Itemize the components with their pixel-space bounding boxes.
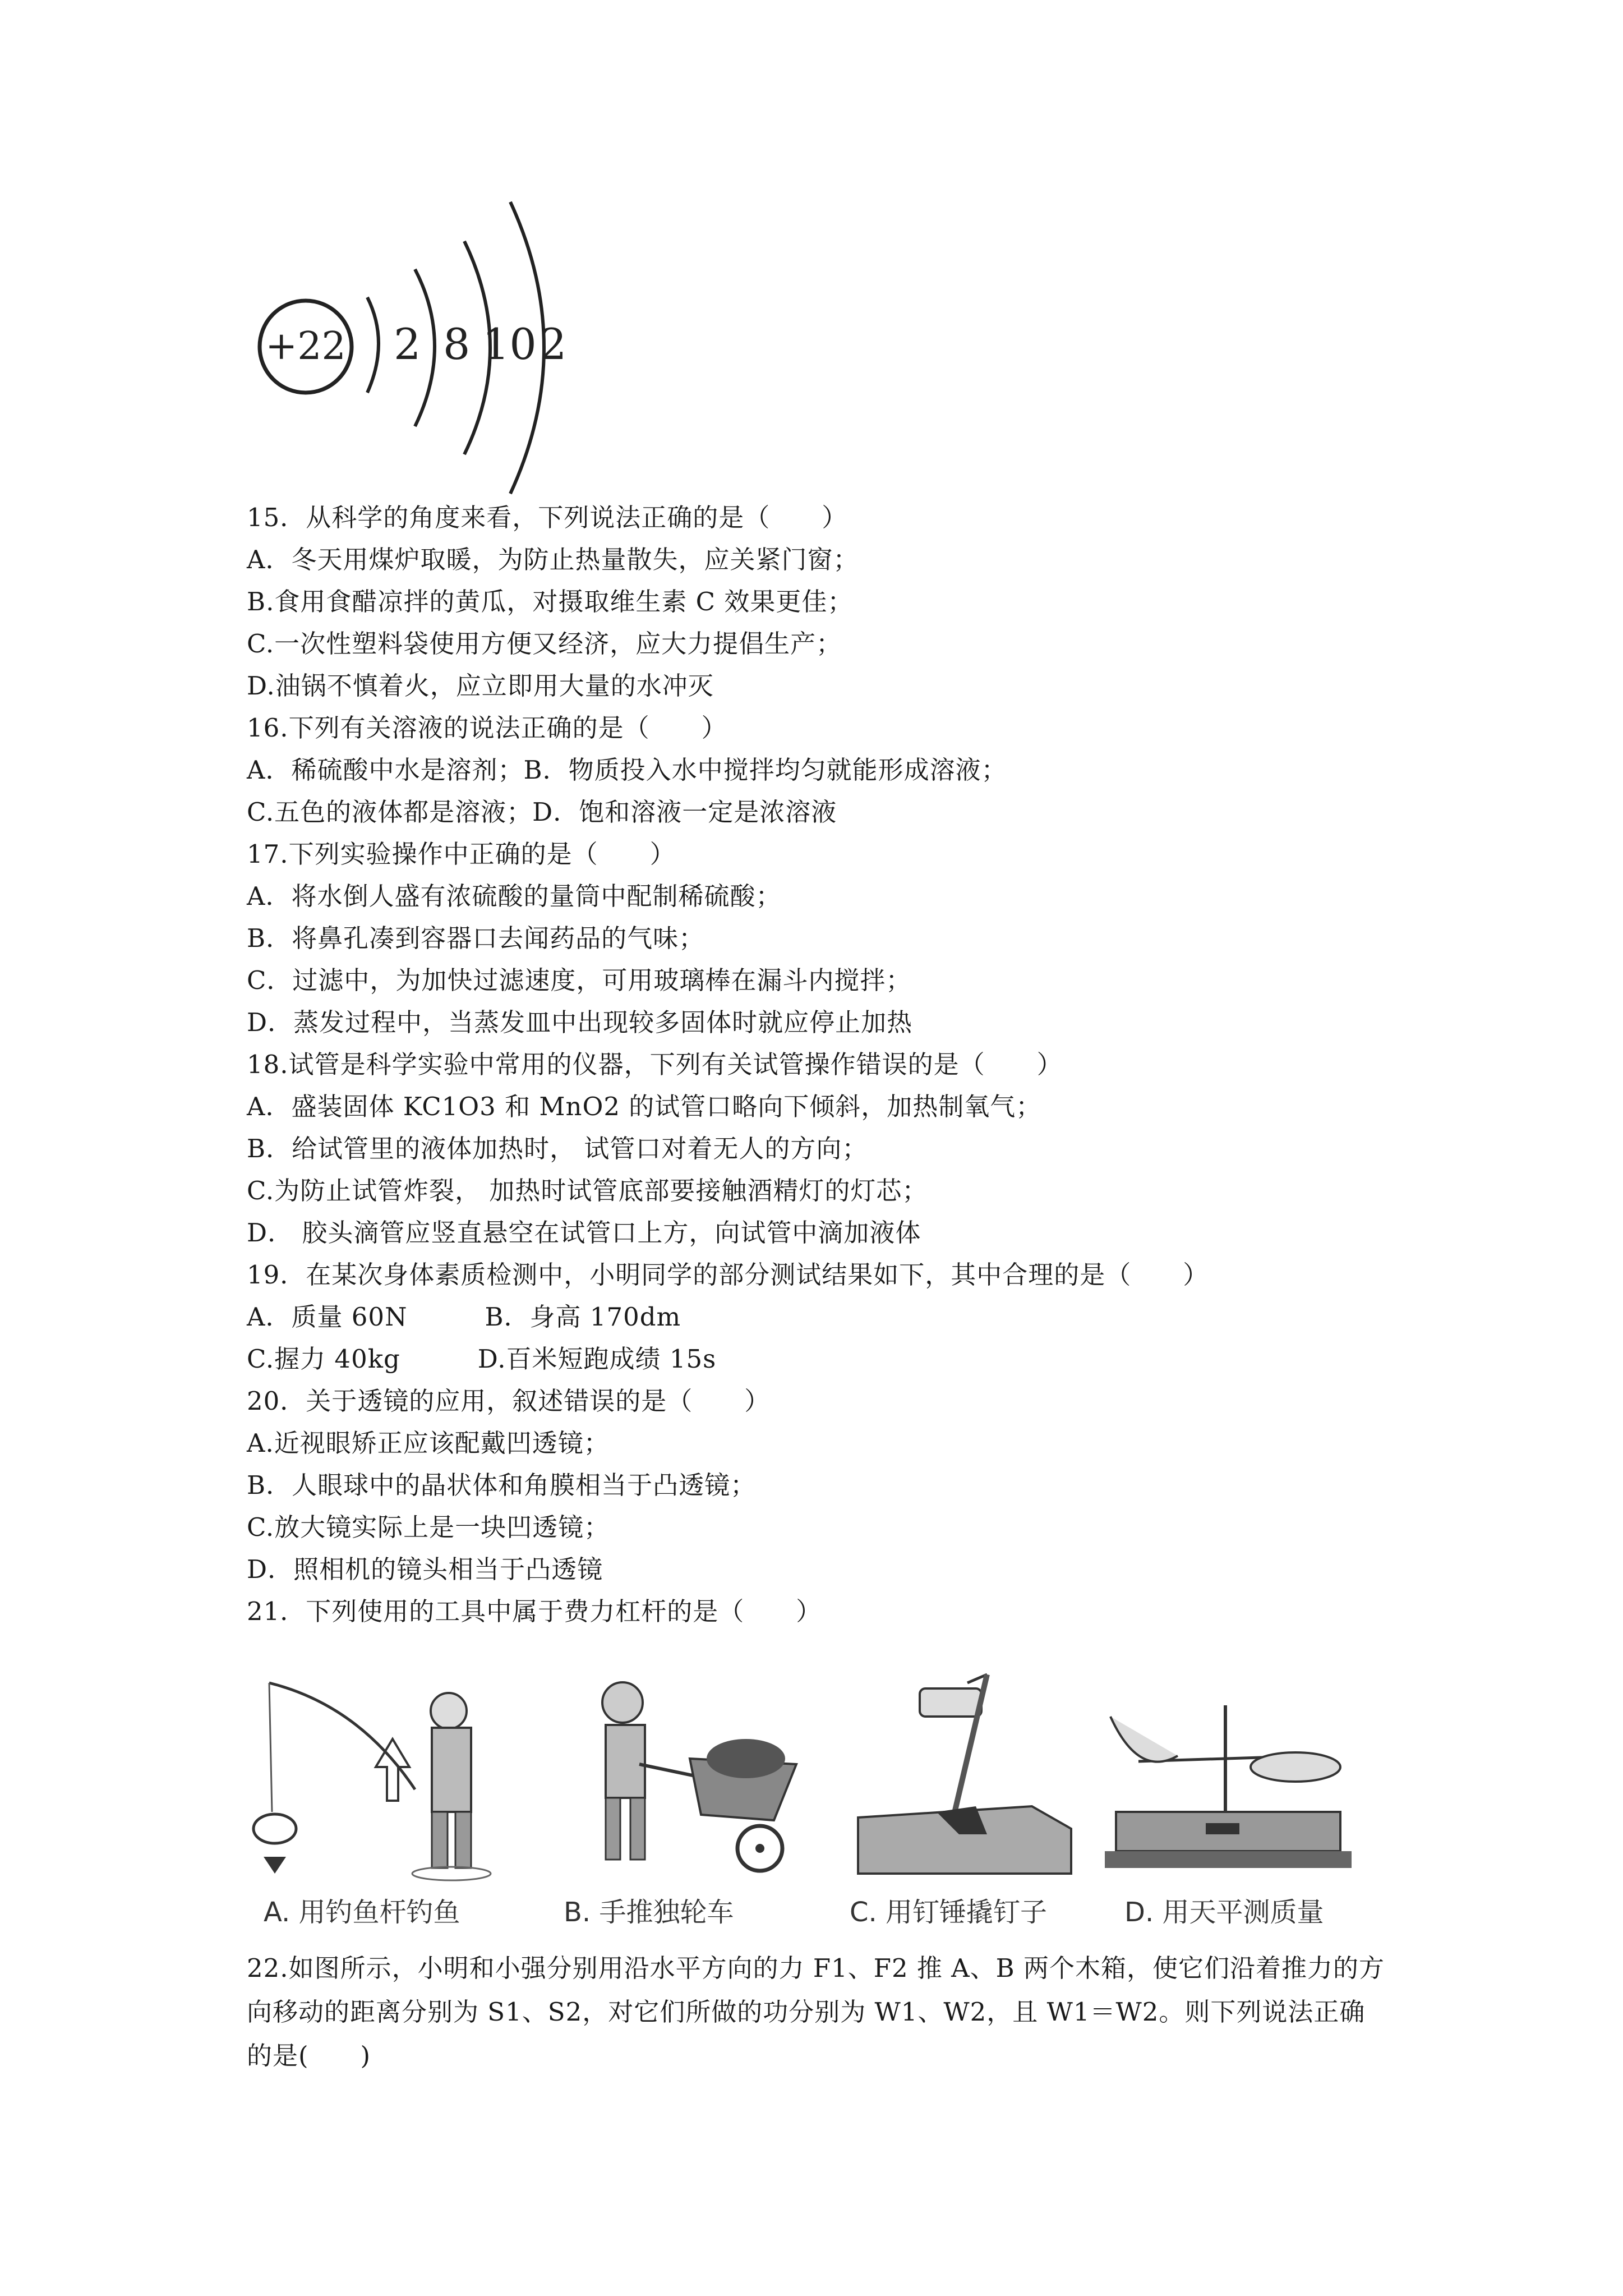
shell-count-2: 8	[443, 319, 471, 369]
question-18-option-b: B．给试管里的液体加热时， 试管口对着无人的方向；	[247, 1134, 868, 1163]
question-15-stem: 15．从科学的角度来看，下列说法正确的是（ ）	[247, 503, 848, 532]
q21-caption-c: C. 用钉锤撬钉子	[850, 1897, 1048, 1928]
question-20-option-d: D．照相机的镜头相当于凸透镜	[247, 1554, 603, 1584]
question-18-option-d: D． 胶头滴管应竖直悬空在试管口上方，向试管中滴加液体	[247, 1218, 921, 1248]
question-16-option-cd: C.五色的液体都是溶液；D．饱和溶液一定是浓溶液	[247, 797, 837, 827]
q21-caption-d: D. 用天平测质量	[1124, 1897, 1324, 1928]
question-20-option-a: A.近视眼矫正应该配戴凹透镜；	[247, 1428, 610, 1458]
question-17-option-c: C．过滤中，为加快过滤速度，可用玻璃棒在漏斗内搅拌；	[247, 965, 912, 995]
question-18-option-a: A．盛装固体 KC1O3 和 MnO2 的试管口略向下倾斜，加热制氧气；	[247, 1092, 1042, 1121]
question-15-option-d: D.油锅不慎着火，应立即用大量的水冲灭	[247, 671, 714, 701]
question-19-option-ab: A．质量 60N B．身高 170dm	[247, 1302, 681, 1332]
question-20-stem: 20．关于透镜的应用，叙述错误的是（ ）	[247, 1386, 771, 1416]
question-16-stem: 16.下列有关溶液的说法正确的是（ ）	[247, 713, 727, 743]
balance-scale-figure	[1094, 1683, 1357, 1885]
question-15-option-c: C.一次性塑料袋使用方便又经济，应大力提倡生产；	[247, 629, 842, 659]
fishing-rod-figure	[247, 1672, 510, 1885]
question-18-option-c: C.为防止试管炸裂， 加热时试管底部要接触酒精灯的灯芯；	[247, 1176, 928, 1205]
question-15-option-a: A．冬天用煤炉取暖，为防止热量散失，应关紧门窗；	[247, 545, 859, 574]
question-17-stem: 17.下列实验操作中正确的是（ ）	[247, 839, 676, 869]
question-22-text: 22.如图所示，小明和小强分别用沿水平方向的力 F1、F2 推 A、B 两个木箱，使它们沿着推力的方向移动的距离分别为 S1、S2，对它们所做的功分别为 W1、W2，且 W1＝W2。则下列说法正确的是( )	[247, 1953, 1385, 2070]
question-16-option-ab: A．稀硫酸中水是溶剂；B．物质投入水中搅拌均匀就能形成溶液；	[247, 755, 1007, 785]
question-18-stem: 18.试管是科学实验中常用的仪器，下列有关试管操作错误的是（ ）	[247, 1050, 1063, 1079]
question-15-option-b: B.食用食醋凉拌的黄瓜，对摄取维生素 C 效果更佳；	[247, 587, 854, 616]
question-21-stem: 21．下列使用的工具中属于费力杠杆的是（ ）	[247, 1596, 822, 1626]
question-20-option-b: B．人眼球中的晶状体和角膜相当于凸透镜；	[247, 1470, 757, 1500]
question-20-option-c: C.放大镜实际上是一块凹透镜；	[247, 1512, 610, 1542]
question-19-option-cd: C.握力 40kg D.百米短跑成绩 15s	[247, 1344, 717, 1374]
question-19-stem: 19．在某次身体素质检测中，小明同学的部分测试结果如下，其中合理的是（ ）	[247, 1260, 1209, 1290]
nucleus-charge: +22	[265, 324, 346, 369]
claw-hammer-figure	[847, 1672, 1082, 1885]
shell-arc-1	[367, 297, 379, 393]
shell-count-4: 2	[540, 319, 567, 369]
shell-count-1: 2	[394, 319, 421, 369]
wheelbarrow-figure	[561, 1680, 824, 1882]
question-17-option-a: A．将水倒人盛有浓硫酸的量筒中配制稀硫酸；	[247, 881, 782, 911]
atom-structure-diagram	[247, 191, 594, 505]
q21-caption-b: B. 手推独轮车	[564, 1897, 734, 1928]
shell-count-3: 10	[482, 319, 537, 369]
q21-caption-a: A. 用钓鱼杆钓鱼	[264, 1897, 460, 1928]
question-17-option-d: D．蒸发过程中，当蒸发皿中出现较多固体时就应停止加热	[247, 1007, 913, 1037]
question-17-option-b: B．将鼻孔凑到容器口去闻药品的气味；	[247, 923, 705, 953]
